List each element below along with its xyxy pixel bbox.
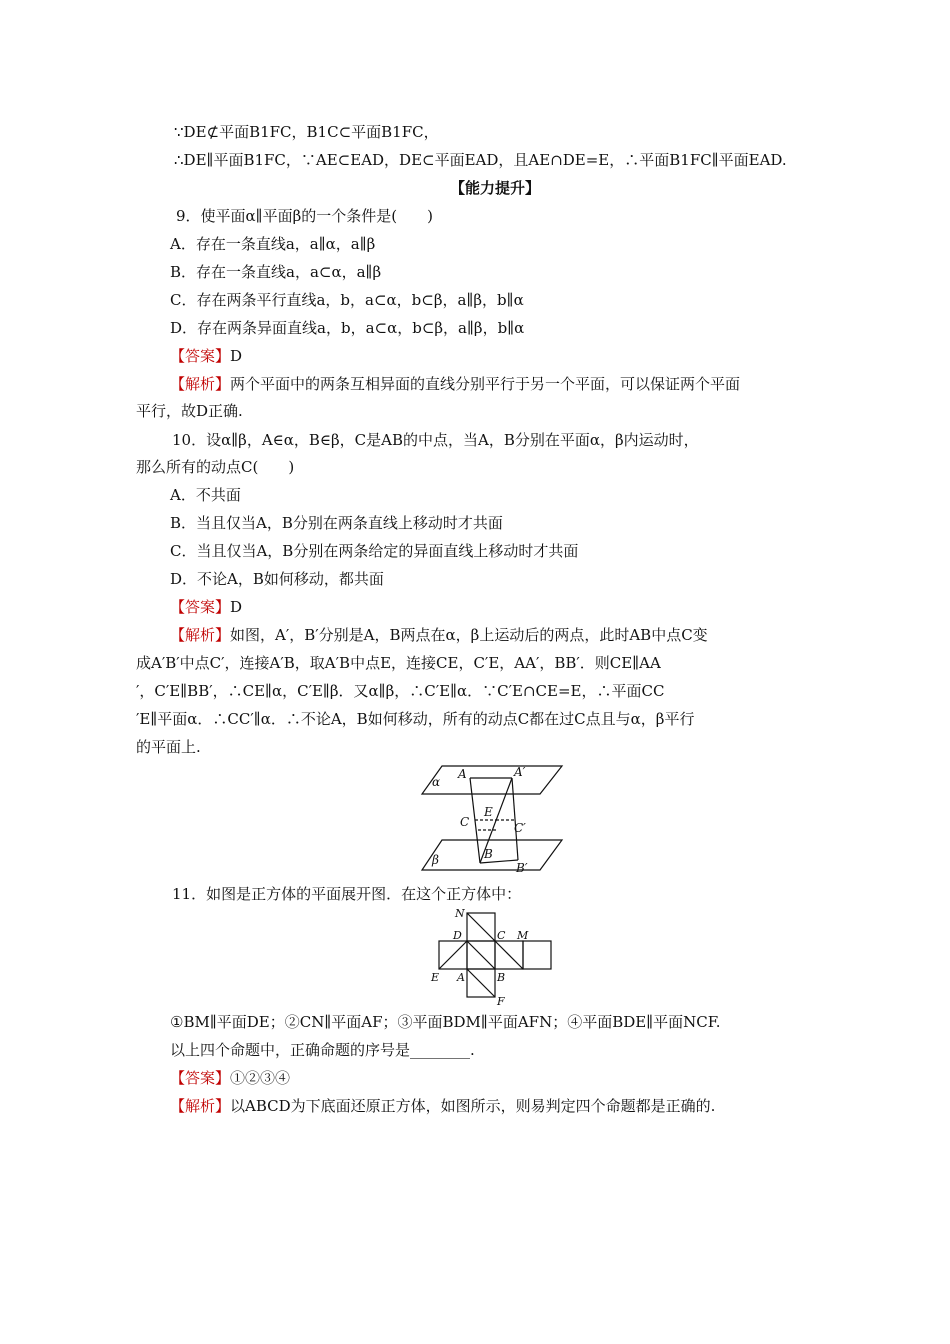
q9-answer-tag: 【答案】: [170, 347, 231, 365]
q9-analysis-line-2: 平行，故D正确.: [136, 402, 243, 420]
diagonal-c-m: [495, 941, 523, 969]
label-c: C: [460, 815, 470, 829]
q9-option-d: D．存在两条异面直线a，b，a⊂α，b⊂β，a∥β，b∥α: [170, 319, 525, 337]
segment-a1b1: [512, 778, 518, 860]
label-m: M: [517, 929, 529, 942]
q10-stem-1: 10．设α∥β，A∈α，B∈β，C是AB的中点，当A，B分别在平面α，β内运动时，: [172, 431, 699, 449]
q9-analysis-line-1: [170, 374, 820, 394]
label-e: E: [484, 805, 493, 819]
proof-line-1: ∵DE⊄平面B1FC，B1C⊂平面B1FC，: [174, 123, 439, 141]
diagonal-n-c: [467, 913, 495, 941]
label-b-prime: B′: [516, 861, 528, 875]
label-f: F: [497, 995, 505, 1005]
q11-answer: ①②③④: [230, 1069, 291, 1087]
net-far-right-square: [523, 941, 551, 969]
q10-option-c: C．当且仅当A，B分别在两条给定的异面直线上移动时才共面: [170, 542, 579, 560]
q10-option-a: A．不共面: [170, 486, 241, 504]
q10-analysis-text-1: 如图，A′，B′分别是A，B两点在α，β上运动后的两点，此时AB中点C变: [230, 626, 708, 644]
q10-analysis-line-5: 的平面上.: [136, 738, 201, 756]
q11-analysis-tag: 【解析】: [170, 1097, 231, 1115]
label-a: A: [458, 767, 467, 781]
q11-question: 以上四个命题中，正确命题的序号是________.: [170, 1041, 475, 1059]
label-b: B: [484, 847, 493, 861]
q10-option-b: B．当且仅当A，B分别在两条直线上移动时才共面: [170, 514, 503, 532]
q10-option-d: D．不论A，B如何移动，都共面: [170, 570, 384, 588]
label-a: A: [457, 971, 465, 984]
q10-analysis-line-1: [170, 625, 820, 645]
q10-analysis-tag: 【解析】: [170, 626, 231, 644]
q11-analysis-text: 以ABCD为下底面还原正方体，如图所示，则易判定四个命题都是正确的.: [230, 1097, 716, 1115]
label-beta: β: [432, 853, 439, 867]
q9-option-a: A．存在一条直线a，a∥α，a∥β: [170, 235, 376, 253]
q9-answer-line: [170, 346, 820, 366]
section-title: 【能力提升】: [449, 179, 540, 197]
q9-option-b: B．存在一条直线a，a⊂α，a∥β: [170, 263, 382, 281]
q10-answer-tag: 【答案】: [170, 598, 231, 616]
q11-answer-line: [170, 1068, 820, 1088]
diagonal-d-b: [467, 941, 495, 969]
q10-analysis-line-4: ′E∥平面α．∴CC′∥α．∴不论A，B如何移动，所有的动点C都在过C点且与α，β平行: [136, 710, 695, 728]
q9-stem: 9．使平面α∥平面β的一个条件是( ): [176, 207, 433, 225]
label-alpha: α: [432, 775, 441, 789]
q9-analysis-tag: 【解析】: [170, 375, 231, 393]
label-c: C: [497, 929, 506, 942]
q11-answer-tag: 【答案】: [170, 1069, 231, 1087]
q9-answer: D: [230, 347, 243, 365]
label-e: E: [431, 971, 440, 984]
q11-propositions: ①BM∥平面DE；②CN∥平面AF；③平面BDM∥平面AFN；④平面BDE∥平面NCF.: [170, 1013, 721, 1031]
q10-stem-2: 那么所有的动点C( ): [136, 458, 295, 476]
proof-line-2: ∴DE∥平面B1FC，∵AE⊂EAD，DE⊂平面EAD，且AE∩DE=E，∴平面B1FC∥平面EAD.: [174, 151, 787, 169]
label-d: D: [453, 929, 462, 942]
q10-analysis-line-2: 成A′B′中点C′，连接A′B，取A′B中点E，连接CE，C′E，AA′，BB′．则CE∥AA: [136, 654, 661, 672]
q10-analysis-line-3: ′，C′E∥BB′，∴CE∥α，C′E∥β．又α∥β，∴C′E∥α．∵C′E∩CE=E，∴平面CC: [136, 682, 665, 700]
label-b: B: [497, 971, 506, 984]
q11-analysis-line: [170, 1096, 820, 1116]
label-a-prime: A′: [514, 765, 526, 779]
parallel-planes-figure: [420, 760, 565, 875]
diagonal-e-d: [439, 941, 467, 969]
q9-analysis-text-1: 两个平面中的两条互相异面的直线分别平行于另一个平面，可以保证两个平面: [230, 375, 741, 393]
q11-stem: 11．如图是正方体的平面展开图．在这个正方体中：: [172, 885, 522, 903]
cube-net-figure: [425, 905, 560, 1005]
q10-answer-line: [170, 597, 820, 617]
q10-answer: D: [230, 598, 243, 616]
q9-option-c: C．存在两条平行直线a，b，a⊂α，b⊂β，a∥β，b∥α: [170, 291, 524, 309]
label-n: N: [455, 907, 465, 920]
plane-alpha: [422, 766, 562, 794]
diagonal-a-f: [467, 969, 495, 997]
label-c-prime: C′: [514, 821, 526, 835]
